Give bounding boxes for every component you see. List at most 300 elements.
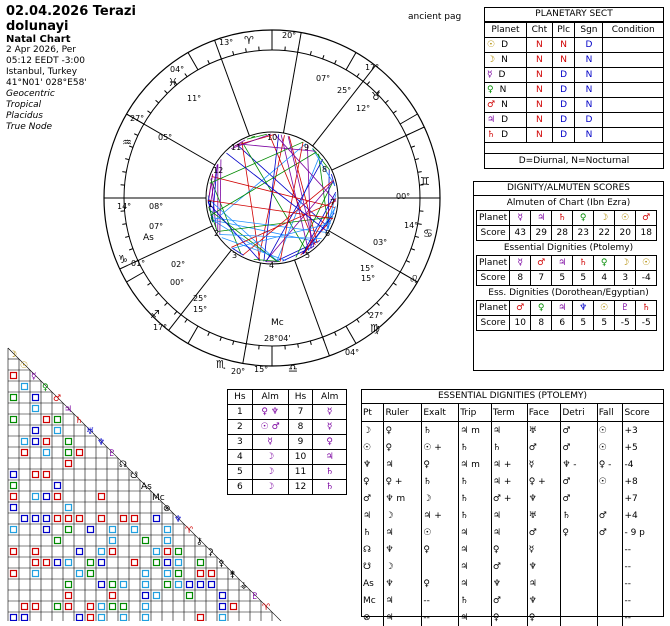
ess-detri: ♆ - (561, 456, 597, 473)
aspect-marker (66, 450, 72, 456)
ess-ruler: ♃ (384, 609, 422, 626)
hs-header: Hs (288, 390, 313, 405)
ess-exalt: ♀ (422, 541, 459, 558)
chart-option: Tropical (6, 100, 186, 111)
cusp-degree: 27° (369, 311, 383, 320)
house-number: 12 (213, 166, 223, 175)
sign-tick (156, 100, 159, 103)
ess-detri (561, 592, 597, 609)
house-row (228, 480, 347, 495)
aspect-marker (187, 593, 193, 599)
planet-degree: 15° (361, 274, 375, 283)
aspect-marker (231, 604, 237, 610)
sect-sgn: N (575, 53, 603, 68)
sect-value: N (501, 100, 508, 110)
ptolemy-title: Essential Dignities (Ptolemy) (474, 241, 663, 255)
aspect-marker (154, 560, 160, 566)
sect-sgn: D (575, 113, 603, 128)
aspect-marker (176, 560, 182, 566)
dignity-planet-icon: ♃ (552, 301, 573, 316)
ess-fall (597, 541, 623, 558)
sect-header: Sgn (575, 23, 603, 38)
essential-row (362, 507, 663, 524)
ess-face: ♆ (527, 490, 561, 507)
sect-table (485, 22, 663, 143)
aspect-marker (198, 582, 204, 588)
sect-cht: N (526, 128, 552, 143)
ess-trip: ♄ (459, 592, 492, 609)
aspect-marker (66, 527, 72, 533)
aspect-line (242, 142, 307, 252)
ess-pt: ⊗ (362, 609, 384, 626)
ess-score: +3 (623, 422, 663, 440)
essential-row (362, 575, 663, 592)
sign-tick (310, 51, 311, 55)
planet-label: Planet (477, 301, 510, 316)
sign-tick (298, 344, 299, 348)
sign-glyph-icon: ♐ (150, 308, 160, 321)
aspect-marker (66, 505, 72, 511)
sign-tick (125, 236, 129, 237)
ess-term: ♃ + (491, 473, 527, 490)
ess-face: ♀ + (527, 473, 561, 490)
ess-exalt: -- (422, 592, 459, 609)
planetary-sect-panel (484, 7, 664, 169)
aspect-marker (132, 516, 138, 522)
ess-exalt: ♀ (422, 575, 459, 592)
planet-degree: 08° (149, 202, 163, 211)
aspect-line (226, 153, 326, 231)
dignity-score: 5 (573, 271, 594, 286)
ess-header: Pt (362, 404, 384, 422)
aspect-marker (165, 527, 171, 533)
sign-tick (400, 114, 417, 124)
sign-tick (129, 249, 133, 250)
aspect-marker (44, 560, 50, 566)
sect-header: Cht (526, 23, 552, 38)
aspect-marker (22, 450, 28, 456)
sign-glyph-icon: ♍ (370, 322, 380, 335)
house-number: 7 (330, 198, 335, 207)
sign-glyph-icon: ♌ (409, 273, 419, 286)
grid-row-glyph-icon: ☊ (119, 460, 127, 470)
ess-ruler: ♆ (384, 575, 422, 592)
planet-degree: 25° (193, 294, 207, 303)
sign-tick (357, 319, 359, 322)
aspect-line (210, 152, 316, 215)
aspect-marker (121, 582, 127, 588)
aspect-marker (22, 604, 28, 610)
sign-tick (185, 319, 187, 322)
grid-row-glyph-icon: ♂ (53, 394, 61, 404)
house-number: 7 (288, 405, 313, 420)
ess-detri (561, 541, 597, 558)
aspect-marker (99, 615, 105, 621)
house-almuten: ☉ ♂ (252, 420, 288, 435)
dignity-score: 5 (573, 316, 594, 331)
planet-degree: 00° (170, 278, 184, 287)
house-almuten: ♄ (313, 480, 347, 495)
aspect-line (212, 220, 319, 242)
aspect-marker (33, 516, 39, 522)
sect-header: Plc (552, 23, 575, 38)
sect-plc: D (552, 128, 575, 143)
dignity-title: DIGNITY/ALMUTEN SCORES (474, 182, 663, 196)
sign-tick (165, 91, 168, 94)
grid-row-glyph-icon: Mc (152, 493, 165, 503)
aspect-marker (33, 560, 39, 566)
ess-term: ♂ (491, 592, 527, 609)
sign-tick (208, 332, 210, 336)
house-almuten: ☿ (252, 435, 288, 450)
sign-tick (125, 159, 129, 160)
dignity-score: 8 (510, 271, 531, 286)
aspect-marker (121, 516, 127, 522)
dignity-score: 8 (531, 316, 552, 331)
aspect-marker (66, 560, 72, 566)
sect-planet-icon: ☽ (487, 55, 495, 65)
ess-trip: ♃ (459, 575, 492, 592)
ess-score: +7 (623, 490, 663, 507)
sign-tick (415, 159, 419, 160)
sign-tick (357, 73, 359, 76)
dignity-planet-icon: ♀ (594, 256, 615, 271)
sign-tick (220, 337, 221, 341)
sign-glyph-icon: ♎ (288, 362, 298, 375)
ess-term: ♃ (491, 524, 527, 541)
chart-option: Placidus (6, 111, 186, 122)
aspect-marker (165, 582, 171, 588)
ess-header: Face (527, 404, 561, 422)
aspect-marker (55, 560, 61, 566)
sign-tick (220, 55, 221, 59)
ess-exalt: ☉ + (422, 439, 459, 456)
sign-tick (122, 172, 126, 173)
ess-ruler: ♃ (384, 592, 422, 609)
house-almuten: ☿ (313, 405, 347, 420)
score-label: Score (477, 226, 510, 241)
aspect-line (210, 142, 303, 183)
aspect-marker (11, 417, 17, 423)
sign-tick (418, 172, 422, 173)
essential-row (362, 422, 663, 440)
dignity-score: -5 (615, 316, 636, 331)
ess-fall (597, 558, 623, 575)
aspect-marker (88, 615, 94, 621)
sign-tick (174, 311, 177, 314)
aspect-marker (220, 593, 226, 599)
aspect-marker (44, 472, 50, 478)
sect-row (485, 53, 663, 68)
dignity-score: -4 (636, 271, 657, 286)
ess-trip: ♃ (459, 524, 492, 541)
sign-tick (233, 341, 234, 345)
ess-ruler: ☽ (384, 507, 422, 524)
aspect-marker (44, 450, 50, 456)
ess-term: ♀ (491, 609, 527, 626)
sect-title: PLANETARY SECT (485, 8, 663, 22)
sign-glyph-icon: ♑ (118, 253, 128, 266)
ess-header: Ruler (384, 404, 422, 422)
aspect-marker (33, 472, 39, 478)
ess-score: +5 (623, 439, 663, 456)
aspect-marker (66, 582, 72, 588)
aspect-marker (55, 417, 61, 423)
chart-time: 05:12 EEDT -3:00 (6, 56, 186, 67)
ess-trip: ♃ (459, 541, 492, 558)
house-almuten-table (227, 389, 347, 495)
score-label: Score (477, 271, 510, 286)
house-row (228, 435, 347, 450)
sect-plc: N (552, 53, 575, 68)
sect-row (485, 83, 663, 98)
planet-degree: 07° (316, 74, 330, 83)
cusp-degree: 27° (130, 114, 144, 123)
essential-row (362, 524, 663, 541)
sect-planet-icon: ☿ (487, 70, 493, 80)
ess-fall: ♂ (597, 507, 623, 524)
chart-title: 02.04.2026 Terazi dolunayi (6, 4, 186, 34)
sign-glyph-icon: ♉ (371, 90, 381, 103)
grid-row-glyph-icon: ♆ (97, 438, 105, 448)
aspect-marker (66, 439, 72, 445)
inner-ring (206, 132, 338, 264)
grid-row-glyph-icon: ⚶ (240, 581, 248, 591)
aspect-marker (33, 604, 39, 610)
aspect-marker (88, 527, 94, 533)
ess-score: -- (623, 558, 663, 575)
ess-ruler: ♀ (384, 422, 422, 440)
house-number: 2 (214, 229, 219, 238)
aspect-marker (143, 571, 149, 577)
ess-fall (597, 490, 623, 507)
ess-pt: As (362, 575, 384, 592)
aspect-marker (88, 604, 94, 610)
planet-degree: 25° (337, 86, 351, 95)
ess-pt: ♀ (362, 473, 384, 490)
alm-header: Alm (252, 390, 288, 405)
score-label: Score (477, 316, 510, 331)
cusp-degree: 14° (117, 202, 131, 211)
house-number: 11 (288, 465, 313, 480)
dignity-planet-icon: ☉ (636, 256, 657, 271)
house-number: 10 (288, 450, 313, 465)
ess-exalt (422, 558, 459, 575)
house-number: 12 (288, 480, 313, 495)
sign-tick (134, 134, 138, 136)
aspect-marker (143, 593, 149, 599)
essential-row (362, 473, 663, 490)
house-cusp-line (295, 260, 330, 356)
sign-glyph-icon: ♓ (168, 76, 178, 89)
sect-row (485, 128, 663, 143)
dignity-score: 43 (510, 226, 531, 241)
sect-row (485, 68, 663, 83)
sign-tick (246, 48, 247, 52)
dignity-planet-icon: ♆ (573, 301, 594, 316)
house-row (228, 405, 347, 420)
sign-tick (185, 73, 187, 76)
house-number: 6 (325, 229, 330, 238)
house-number: 6 (228, 480, 253, 495)
aspect-marker (176, 571, 182, 577)
aspect-marker (198, 615, 204, 621)
ess-fall (597, 575, 623, 592)
ess-term: ♆ (491, 575, 527, 592)
aspect-marker (77, 615, 83, 621)
sect-cond (603, 98, 663, 113)
planet-degree: 28°04' (264, 334, 291, 343)
cusp-degree: 04° (345, 348, 359, 357)
chart-subtitle: Natal Chart (6, 34, 186, 45)
ess-exalt: ☽ (422, 490, 459, 507)
dignity-planet-icon: ♂ (510, 301, 531, 316)
aspect-marker (165, 571, 171, 577)
ess-trip: ♃ (459, 558, 492, 575)
dorothean-table (476, 300, 657, 331)
dignity-planet-icon: ♂ (636, 211, 657, 226)
sect-plc: D (552, 68, 575, 83)
aspect-marker (198, 560, 204, 566)
sign-tick (335, 332, 337, 336)
grid-row-glyph-icon: ♃ (64, 405, 72, 415)
aspect-marker (110, 538, 116, 544)
aspect-marker (77, 516, 83, 522)
ess-ruler: ♀ + (384, 473, 422, 490)
ess-exalt: ♃ + (422, 507, 459, 524)
ess-face: ☿ (527, 541, 561, 558)
dignity-planet-icon: ☿ (510, 211, 531, 226)
aspect-marker (110, 549, 116, 555)
ess-header: Fall (597, 404, 623, 422)
sign-tick (147, 111, 150, 113)
aspect-marker (44, 439, 50, 445)
aspect-marker (55, 428, 61, 434)
dignity-score: 22 (594, 226, 615, 241)
ess-term: ♀ (491, 541, 527, 558)
aspect-marker (121, 604, 127, 610)
sign-tick (411, 249, 415, 250)
dignity-score: 5 (552, 271, 573, 286)
sign-tick (335, 60, 337, 64)
ess-pt: ☉ (362, 439, 384, 456)
house-almuten: ♀ ♆ (252, 405, 288, 420)
ess-detri: ♀ (561, 524, 597, 541)
dignity-planet-icon: ☿ (510, 256, 531, 271)
almuten-table (476, 210, 657, 241)
ess-header: Exalt (422, 404, 459, 422)
house-number: 1 (228, 405, 253, 420)
sign-tick (418, 224, 422, 225)
sign-tick (156, 293, 159, 296)
ess-term: ♃ (491, 507, 527, 524)
aspect-marker (198, 571, 204, 577)
aspect-marker (22, 439, 28, 445)
ess-fall: ♂ (597, 524, 623, 541)
ess-fall: ♀ - (597, 456, 623, 473)
dignity-planet-icon: ♇ (615, 301, 636, 316)
sign-glyph-icon: ♋ (423, 227, 433, 240)
ess-trip: ♄ (459, 439, 492, 456)
chart-place: Istanbul, Turkey (6, 67, 186, 78)
sect-value: D (499, 70, 506, 80)
aspect-marker (77, 549, 83, 555)
sect-plc: D (552, 83, 575, 98)
aspect-marker (220, 615, 226, 621)
aspect-marker (44, 417, 50, 423)
essential-row (362, 541, 663, 558)
ess-term: ♃ + (491, 456, 527, 473)
aspect-marker (55, 483, 61, 489)
sign-tick (208, 60, 210, 64)
essential-dignities-panel (361, 389, 664, 617)
aspect-marker (55, 494, 61, 500)
aspect-marker (121, 615, 127, 621)
aspect-marker (77, 571, 83, 577)
dignity-score: 5 (594, 316, 615, 331)
planet-degree: 15° (193, 305, 207, 314)
sign-tick (406, 261, 410, 263)
essential-title: ESSENTIAL DIGNITIES (PTOLEMY) (362, 390, 663, 404)
ess-term: ♃ (491, 422, 527, 440)
page-label: ancient pag (408, 12, 461, 22)
ess-detri (561, 575, 597, 592)
aspect-marker (132, 560, 138, 566)
sign-tick (415, 236, 419, 237)
ess-face: ♅ (527, 507, 561, 524)
sign-tick (385, 293, 388, 296)
grid-row-glyph-icon: ♅ (86, 427, 94, 437)
house-almuten: ♀ (313, 435, 347, 450)
sign-tick (411, 146, 415, 147)
house-number: 9 (304, 143, 309, 152)
house-number: 11 (231, 143, 241, 152)
ess-score: -- (623, 609, 663, 626)
sign-glyph-icon: ♏ (216, 358, 226, 371)
ess-trip: ♃ m (459, 456, 492, 473)
sect-cond (603, 83, 663, 98)
sign-tick (323, 337, 324, 341)
house-almuten: ☽ (252, 450, 288, 465)
ess-pt: ♆ (362, 456, 384, 473)
ess-pt: ♂ (362, 490, 384, 507)
dignity-score: 4 (594, 271, 615, 286)
dignity-planet-icon: ♄ (552, 211, 573, 226)
sect-row (485, 113, 663, 128)
dignity-planet-icon: ♄ (573, 256, 594, 271)
ess-score: -- (623, 575, 663, 592)
essential-row (362, 490, 663, 507)
planet-degree: 15° (360, 264, 374, 273)
aspect-marker (55, 516, 61, 522)
ess-score: +8 (623, 473, 663, 490)
dignity-score: 29 (531, 226, 552, 241)
aspect-marker (110, 593, 116, 599)
sign-glyph-icon: ♈ (244, 34, 254, 47)
house-number: 8 (322, 165, 327, 174)
dignity-planet-icon: ☉ (615, 211, 636, 226)
grid-row-glyph-icon: ☿ (31, 372, 37, 382)
essential-row (362, 609, 663, 626)
cusp-degree: 14° (404, 221, 418, 230)
sign-tick (233, 51, 234, 55)
ess-score: -- (623, 541, 663, 558)
aspect-marker (55, 604, 61, 610)
aspect-marker (154, 516, 160, 522)
angle-label: As (143, 233, 154, 243)
ess-face: ♀ (527, 609, 561, 626)
ess-trip: ♄ (459, 507, 492, 524)
